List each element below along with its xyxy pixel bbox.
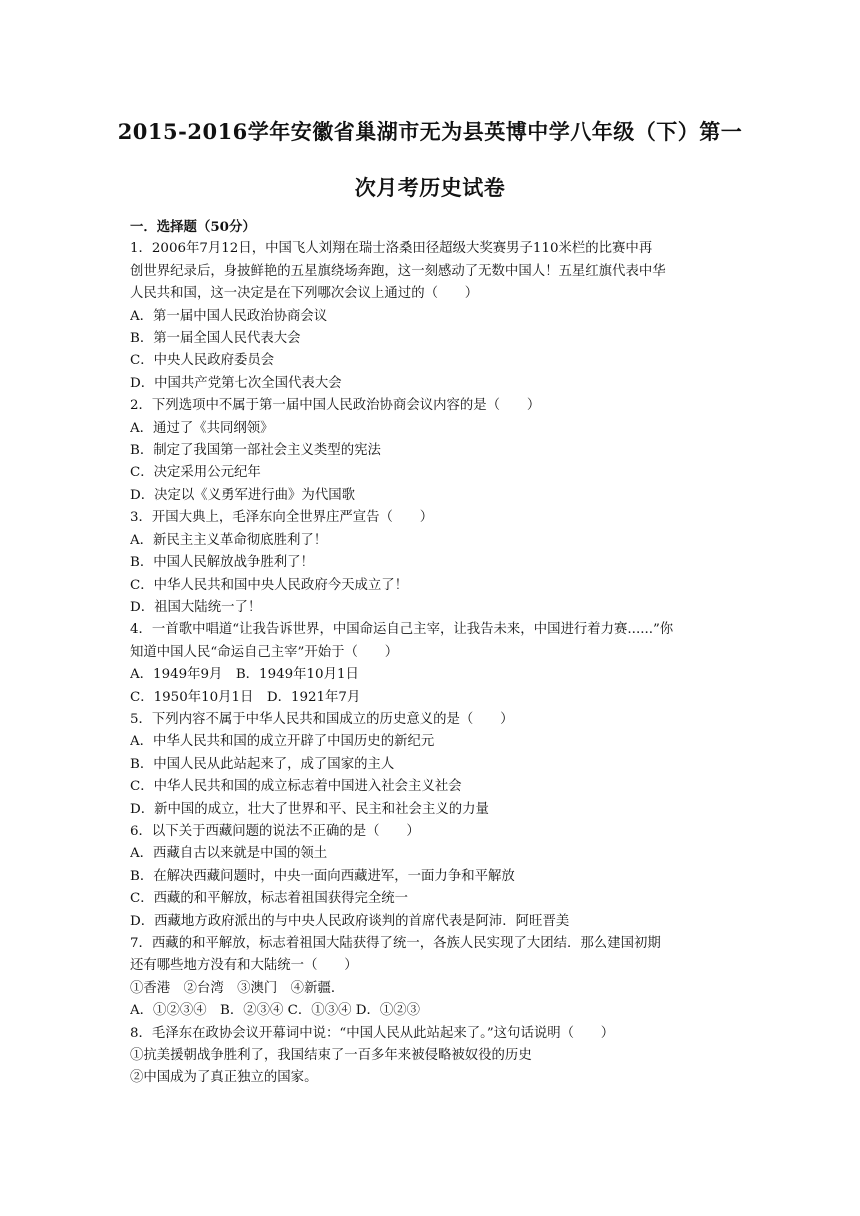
- option-line: A．1949年9月 B．1949年10月1日: [130, 667, 359, 683]
- option-line: C．决定采用公元纪年: [130, 465, 261, 481]
- option-line: C．中华人民共和国中央人民政府今天成立了！: [130, 577, 409, 593]
- option-line: D．决定以《义勇军进行曲》为代国歌: [130, 487, 355, 503]
- option-line: A．西藏自古以来就是中国的领土: [130, 846, 328, 862]
- text-line: 人民共和国，这一决定是在下列哪次会议上通过的（ ）: [130, 286, 479, 302]
- option-line: B．在解决西藏问题时，中央一面向西藏进军，一面力争和平解放: [130, 868, 515, 884]
- text-line: 3．开国大典上，毛泽东向全世界庄严宣告（ ）: [130, 510, 434, 526]
- option-line: D．西藏地方政府派出的与中央人民政府谈判的首席代表是阿沛．阿旺晋美: [130, 913, 570, 929]
- option-line: C．中央人民政府委员会: [130, 353, 275, 369]
- option-line: B．第一届全国人民代表大会: [130, 331, 301, 347]
- option-line: ②中国成为了真正独立的国家。: [130, 1070, 318, 1086]
- document-title: [110, 104, 750, 216]
- option-line: C．西藏的和平解放，标志着祖国获得完全统一: [130, 891, 409, 907]
- option-line: D．新中国的成立，壮大了世界和平、民主和社会主义的力量: [130, 801, 489, 817]
- exam-content: [130, 216, 740, 1090]
- title-line-1: 2015-2016学年安徽省巢湖市无为县英博中学八年级（下）第一: [117, 119, 743, 144]
- option-line: D．祖国大陆统一了！: [130, 599, 262, 615]
- option-line: A．中华人民共和国的成立开辟了中国历史的新纪元: [130, 734, 435, 750]
- option-line: ①香港 ②台湾 ③澳门 ④新疆．: [130, 980, 345, 996]
- option-line: B．中国人民从此站起来了，成了国家的主人: [130, 756, 395, 772]
- text-line: 6．以下关于西藏问题的说法不正确的是（ ）: [130, 823, 420, 839]
- text-line: 还有哪些地方没有和大陆统一（ ）: [130, 958, 358, 974]
- option-line: A．第一届中国人民政治协商会议: [130, 308, 328, 324]
- option-line: B．中国人民解放战争胜利了！: [130, 555, 314, 571]
- text-line: 2．下列选项中不属于第一届中国人民政治协商会议内容的是（ ）: [130, 398, 541, 414]
- option-line: D．中国共产党第七次全国代表大会: [130, 375, 342, 391]
- text-line: 知道中国人民“命运自己主宰”开始于（ ）: [130, 644, 399, 660]
- text-line: 7．西藏的和平解放，标志着祖国大陆获得了统一，各族人民实现了大团结．那么建国初期: [130, 936, 661, 951]
- option-line: A．①②③④ B．②③④ C．①③④ D．①②③: [130, 1003, 421, 1019]
- option-line: B．制定了我国第一部社会主义类型的宪法: [130, 443, 381, 459]
- option-line: A．通过了《共同纲领》: [130, 420, 274, 436]
- text-line: 4．一首歌中唱道“让我告诉世界，中国命运自己主宰，让我告未来，中国进行着力赛......”你: [130, 622, 674, 638]
- option-line: C．1950年10月1日 D．1921年7月: [130, 689, 361, 705]
- option-line: ①抗美援朝战争胜利了，我国结束了一百多年来被侵略被奴役的历史: [130, 1048, 532, 1064]
- section-heading: 一．选择题（50分）: [130, 219, 256, 235]
- text-line: 创世界纪录后，身披鲜艳的五星旗绕场奔跑，这一刻感动了无数中国人！五星红旗代表中华: [130, 263, 666, 279]
- option-line: C．中华人民共和国的成立标志着中国进入社会主义社会: [130, 779, 462, 795]
- text-line: 5．下列内容不属于中华人民共和国成立的历史意义的是（ ）: [130, 711, 514, 727]
- option-line: A．新民主主义革命彻底胜利了！: [130, 532, 328, 548]
- text-line: 1．2006年7月12日，中国飞人刘翔在瑞士洛桑田径超级大奖赛男子110米栏的比赛中再: [130, 241, 653, 257]
- title-line-2: 次月考历史试卷: [354, 175, 506, 200]
- text-line: 8．毛泽东在政协会议开幕词中说：“中国人民从此站起来了。”这句话说明（ ）: [130, 1025, 615, 1041]
- question-lines: [130, 238, 740, 1089]
